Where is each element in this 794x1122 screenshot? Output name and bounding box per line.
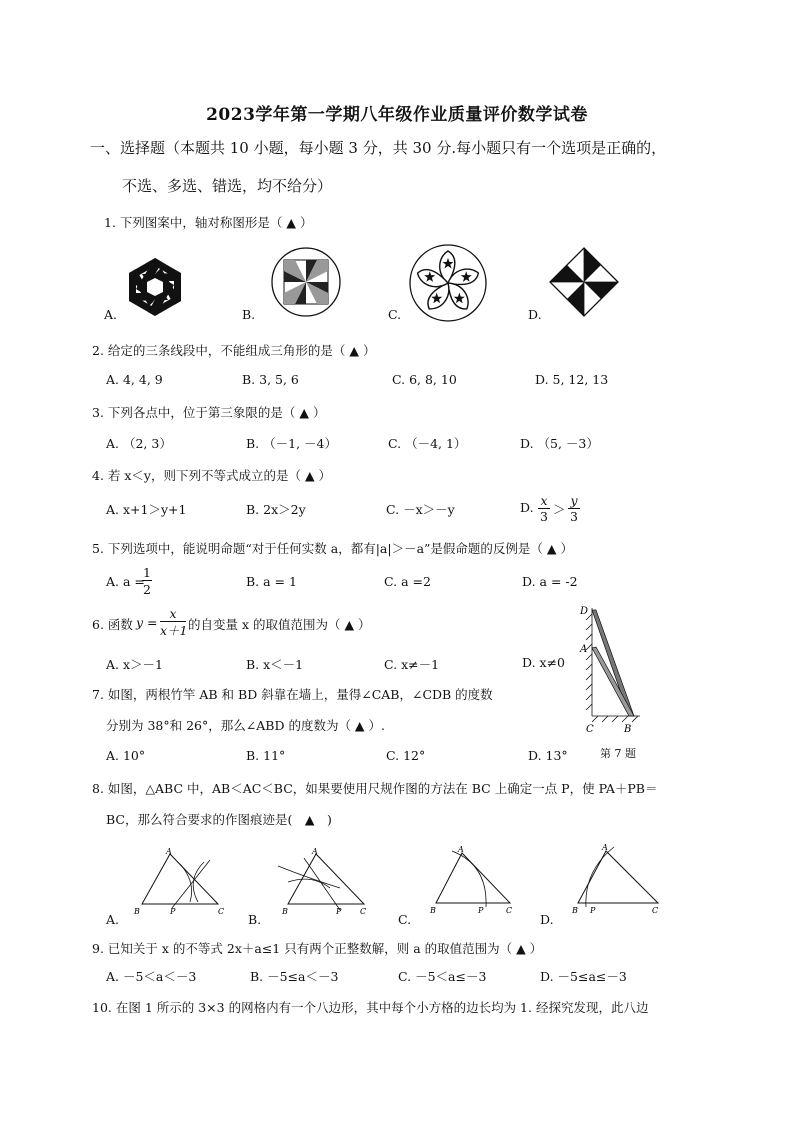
q8-figure-a — [132, 848, 228, 918]
q6-option-c: C. x≠－1 — [384, 657, 440, 672]
q1-figure-b-icon — [270, 246, 342, 318]
q4-option-b: B. 2x＞2y — [246, 502, 306, 517]
q5-option-c: C. a =2 — [384, 574, 431, 589]
q1-figure-a-icon — [124, 256, 186, 318]
q7-option-a: A. 10° — [106, 748, 146, 763]
q6-frac-den: x＋1 — [160, 623, 188, 638]
q8-figure-c — [424, 845, 520, 917]
svg-text:P: P — [478, 906, 484, 915]
q6-y-eq: y = — [136, 615, 158, 630]
svg-text:A: A — [458, 845, 464, 854]
svg-text:C: C — [506, 906, 513, 915]
q5-option-a: A. a = — [106, 574, 145, 589]
q1-figure-c-icon — [408, 243, 488, 323]
q1-option-c: C. — [388, 307, 402, 322]
q4-option-c: C. －x＞－y — [386, 502, 455, 517]
section-heading: 一、选择题（本题共 10 小题，每小题 3 分，共 30 分.每小题只有一个选项是正确的， — [90, 139, 667, 157]
q1-stem: 1. 下列图案中，轴对称图形是（ ▲ ） — [104, 215, 313, 230]
svg-text:B: B — [572, 906, 578, 915]
page-title: 2023学年第一学期八年级作业质量评价数学试卷 — [206, 105, 588, 125]
svg-text:B: B — [430, 906, 436, 915]
q1-option-a: A. — [104, 307, 118, 322]
q4-d-frac-3b: 3 — [570, 509, 578, 524]
q7-label-b: B — [624, 724, 632, 735]
q5-stem: 5. 下列选项中，能说明命题“对于任何实数 a，都有|a|＞－a”是假命题的反例是（ ▲ ） — [92, 541, 573, 556]
q3-option-b: B. （－1, －4） — [246, 436, 337, 451]
q5-a-frac-1: 1 — [143, 565, 151, 580]
q2-option-d: D. 5, 12, 13 — [535, 372, 609, 387]
q8-option-b: B. — [248, 912, 262, 927]
svg-text:A: A — [602, 843, 608, 852]
q6-stem-post: 的自变量 x 的取值范围为（ ▲ ） — [188, 617, 371, 632]
q8-option-a: A. — [106, 912, 120, 927]
section-heading-cont: 不选、多选、错选，均不给分） — [122, 177, 333, 195]
q4-d-frac-y: y — [568, 494, 580, 509]
q6-option-a: A. x＞－1 — [106, 657, 163, 672]
q1-figure-d-icon — [548, 246, 620, 318]
svg-text:B: B — [134, 907, 140, 916]
q4-stem: 4. 若 x＜y，则下列不等式成立的是（ ▲ ） — [92, 468, 332, 483]
q7-option-d: D. 13° — [528, 748, 568, 763]
svg-text:P: P — [336, 907, 342, 916]
svg-text:A: A — [166, 848, 172, 856]
q7-stem-line2: 分别为 38°和 26°，那么∠ABD 的度数为（ ▲ ）. — [106, 718, 385, 733]
q1-option-d: D. — [528, 307, 542, 322]
svg-text:P: P — [590, 906, 596, 915]
q10-stem: 10. 在图 1 所示的 3×3 的网格内有一个八边形，其中每个小方格的边长均为 1. 经探究发现，此八边 — [92, 1000, 649, 1015]
q3-option-a: A. （2, 3） — [106, 436, 172, 451]
q9-option-b: B. －5≤a＜－3 — [250, 969, 339, 984]
q7-label-a: A — [580, 644, 588, 655]
q3-option-c: C. （－4, 1） — [388, 436, 467, 451]
q7-option-b: B. 11° — [246, 748, 286, 763]
q6-stem-pre: 6. 函数 — [92, 617, 133, 632]
q2-option-a: A. 4, 4, 9 — [106, 372, 163, 387]
q7-label-d: D — [580, 606, 589, 617]
q7-label-c: C — [586, 724, 594, 735]
q9-option-c: C. －5＜a≤－3 — [398, 969, 487, 984]
svg-text:C: C — [652, 906, 659, 915]
q8-stem-line1: 8. 如图，△ABC 中，AB＜AC＜BC，如果要使用尺规作图的方法在 BC 上确定一点 P，使 PA＋PB＝ — [92, 781, 658, 796]
q4-d-frac-3a: 3 — [540, 509, 548, 524]
q7-figure — [574, 600, 644, 740]
svg-text:C: C — [218, 907, 225, 916]
svg-text:B: B — [282, 907, 288, 916]
q1-option-b: B. — [242, 307, 256, 322]
svg-text:P: P — [170, 907, 176, 916]
q7-option-c: C. 12° — [386, 748, 426, 763]
q9-option-d: D. －5≤a≤－3 — [540, 969, 627, 984]
q4-option-d: D. — [520, 500, 534, 515]
q4-d-frac-x: x — [538, 494, 550, 509]
q6-option-d: D. x≠0 — [522, 655, 565, 670]
svg-text:A: A — [312, 848, 318, 856]
q6-frac-num: x — [160, 607, 186, 622]
q4-d-gt: ＞ — [553, 502, 566, 517]
q7-caption: 第 7 题 — [600, 747, 636, 760]
q8-figure-d — [566, 843, 666, 917]
q8-option-d: D. — [540, 912, 554, 927]
q4-option-a: A. x+1＞y+1 — [106, 502, 187, 517]
q9-option-a: A. －5＜a＜－3 — [106, 969, 197, 984]
q2-option-c: C. 6, 8, 10 — [392, 372, 457, 387]
q2-stem: 2. 给定的三条线段中，不能组成三角形的是（ ▲ ） — [92, 343, 376, 358]
svg-text:C: C — [360, 907, 367, 916]
q6-option-b: B. x＜－1 — [246, 657, 304, 672]
q5-option-b: B. a = 1 — [246, 574, 297, 589]
q8-stem-line2: BC，那么符合要求的作图痕迹是( ▲ ) — [106, 812, 332, 827]
q7-stem-line1: 7. 如图，两根竹竿 AB 和 BD 斜靠在墙上，量得∠CAB，∠CDB 的度数 — [92, 687, 493, 702]
q9-stem: 9. 已知关于 x 的不等式 2x＋a≤1 只有两个正整数解，则 a 的取值范围为（ ▲ ） — [92, 941, 543, 956]
q5-option-d: D. a = -2 — [522, 574, 578, 589]
q3-stem: 3. 下列各点中，位于第三象限的是（ ▲ ） — [92, 405, 326, 420]
q2-option-b: B. 3, 5, 6 — [242, 372, 299, 387]
q8-figure-b — [268, 848, 372, 918]
q3-option-d: D. （5, －3） — [520, 436, 599, 451]
q5-a-frac-2: 2 — [143, 582, 151, 597]
q8-option-c: C. — [398, 912, 412, 927]
